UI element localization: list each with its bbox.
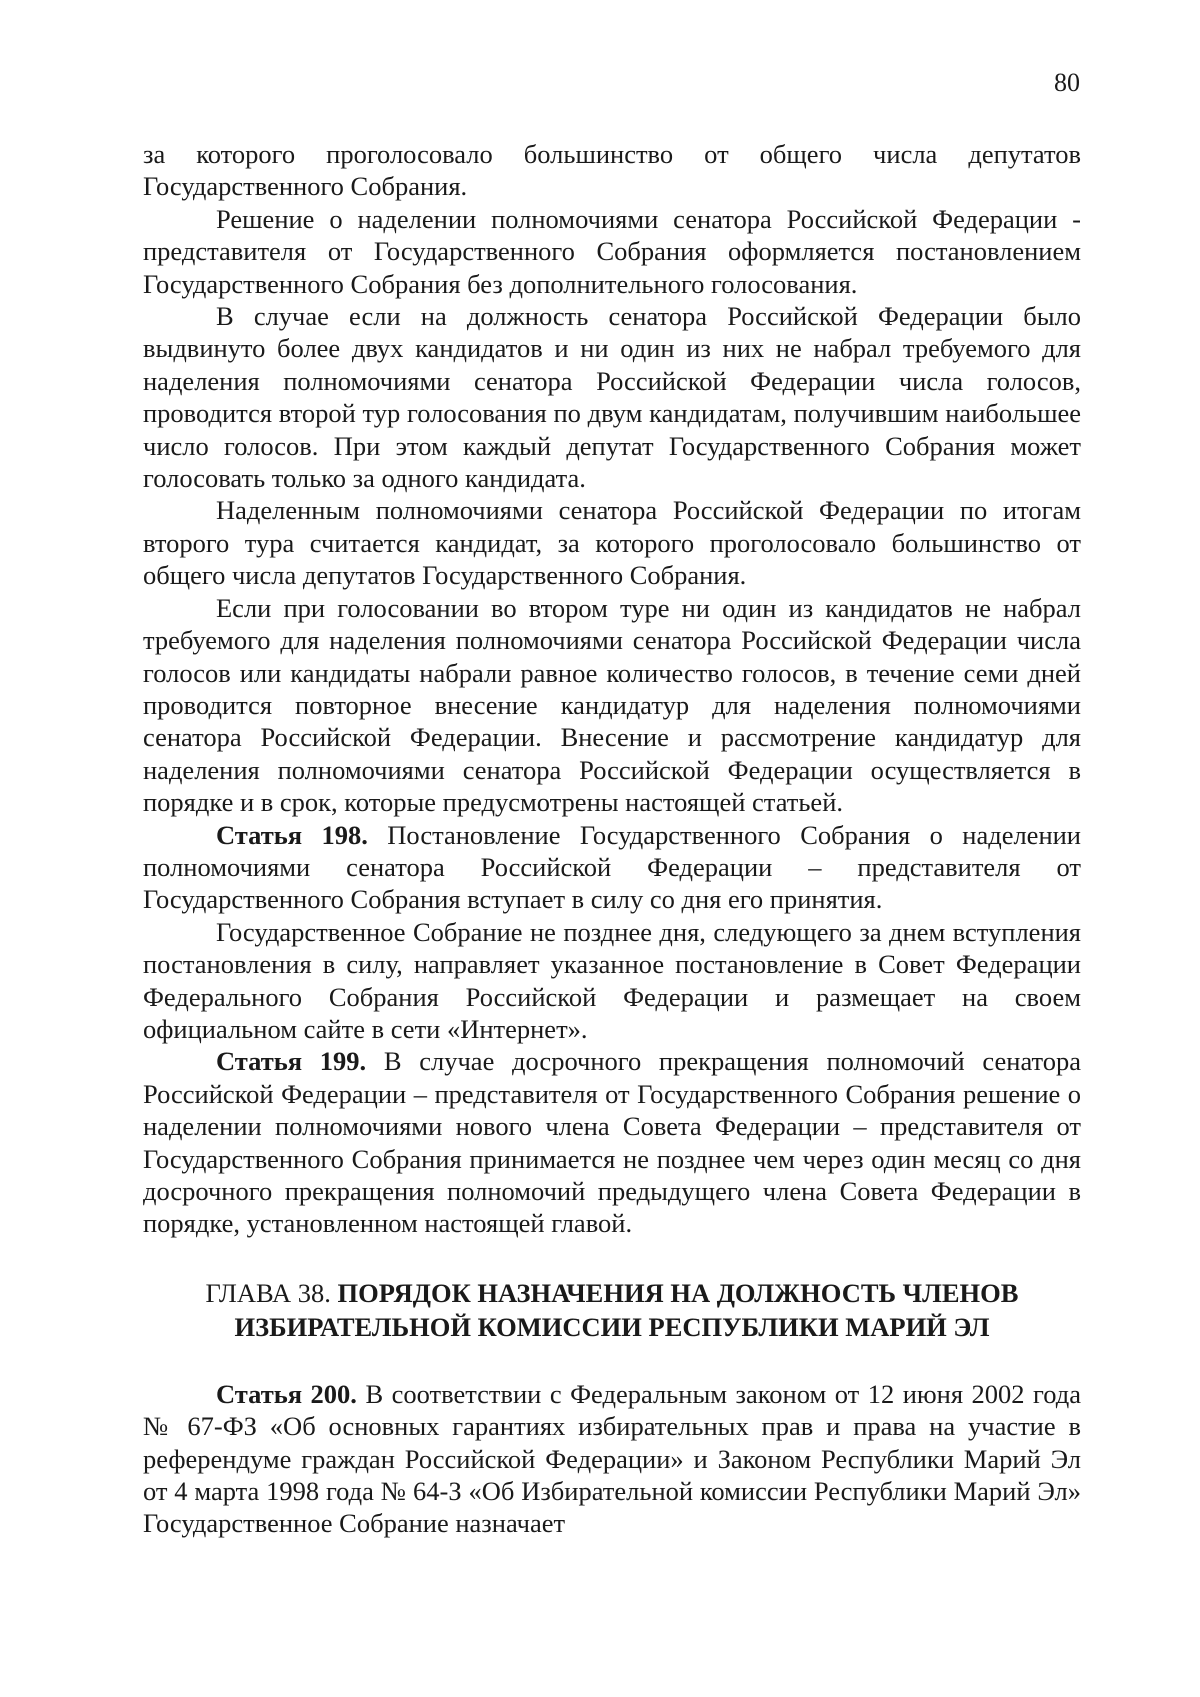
- article-198: [143, 819, 1081, 916]
- article-200-label: Статья 200.: [216, 1378, 357, 1409]
- document-body: [143, 138, 1081, 1540]
- chapter-38-label: ГЛАВА 38.: [205, 1277, 331, 1308]
- article-199-text: В случае досрочного прекращения полномочий сенатора Российской Федерации – представителя от Государственного Собрания решение о наделении полномочиями нового члена Совета Федерации – представителя от Государственного Собрания принимается не позднее чем через один месяц со дня досрочного прекращения полномочий предыдущего члена Совета Федерации в порядке, установленном настоящей главой.: [143, 1046, 1082, 1239]
- chapter-38-title: ПОРЯДОК НАЗНАЧЕНИЯ НА ДОЛЖНОСТЬ ЧЛЕНОВ ИЗБИРАТЕЛЬНОЙ КОМИССИИ РЕСПУБЛИКИ МАРИЙ ЭЛ: [234, 1277, 1019, 1342]
- article-200: [143, 1378, 1081, 1540]
- article-199-label: Статья 199.: [216, 1046, 367, 1077]
- article-199: [143, 1045, 1081, 1239]
- paragraph-continuation: за которого проголосовало большинство от общего числа депутатов Государственного Собрания.: [143, 139, 1081, 202]
- chapter-38-heading: [143, 1276, 1081, 1344]
- article-198-label: Статья 198.: [216, 819, 368, 850]
- paragraph-second-round-result: Наделенным полномочиями сенатора Российской Федерации по итогам второго тура считается кандидат, за которого проголосовало большинство от общего числа депутатов Государственного Собрания.: [143, 495, 1081, 591]
- article-198-paragraph-2: Государственное Собрание не позднее дня, следующего за днем вступления постановления в силу, направляет указанное постановление в Совет Федерации Федерального Собрания Российской Федерации и размещает на своем официальном сайте в сети «Интернет».: [143, 916, 1081, 1044]
- paragraph-second-round: В случае если на должность сенатора Российской Федерации было выдвинуто более двух кандидатов и ни один из них не набрал требуемого для наделения полномочиями сенатора Российской Федерации числа голосов, проводится второй тур голосования по двум кандидатам, получившим наибольшее число голосов. При этом каждый депутат Государственного Собрания может голосовать только за одного кандидата.: [143, 301, 1081, 494]
- article-198-text: Постановление Государственного Собрания о наделении полномочиями сенатора Российской Федерации – представителя от Государственного Собрания вступает в силу со дня его принятия.: [143, 819, 1081, 915]
- paragraph-repeat-nomination: Если при голосовании во втором туре ни один из кандидатов не набрал требуемого для наделения полномочиями сенатора Российской Федерации числа голосов или кандидаты набрали равное количество голосов, в течение семи дней проводится повторное внесение кандидатур для наделения полномочиями сенатора Российской Федерации. Внесение и рассмотрение кандидатур для наделения полномочиями сенатора Российской Федерации осуществляется в порядке и в срок, которые предусмотрены настоящей статьей.: [143, 592, 1081, 818]
- article-200-text: В соответствии с Федеральным законом от 12 июня 2002 года № 67-ФЗ «Об основных гарантиях избирательных прав и права на участие в референдуме граждан Российской Федерации» и Законом Республики Марий Эл от 4 марта 1998 года № 64-З «Об Избирательной комиссии Республики Марий Эл» Государственное Собрание назначает: [143, 1378, 1081, 1539]
- page-number: 80: [1054, 68, 1080, 97]
- paragraph-decision-formalization: Решение о наделении полномочиями сенатора Российской Федерации - представителя от Государственного Собрания оформляется постановлением Государственного Собрания без дополнительного голосования.: [143, 203, 1081, 299]
